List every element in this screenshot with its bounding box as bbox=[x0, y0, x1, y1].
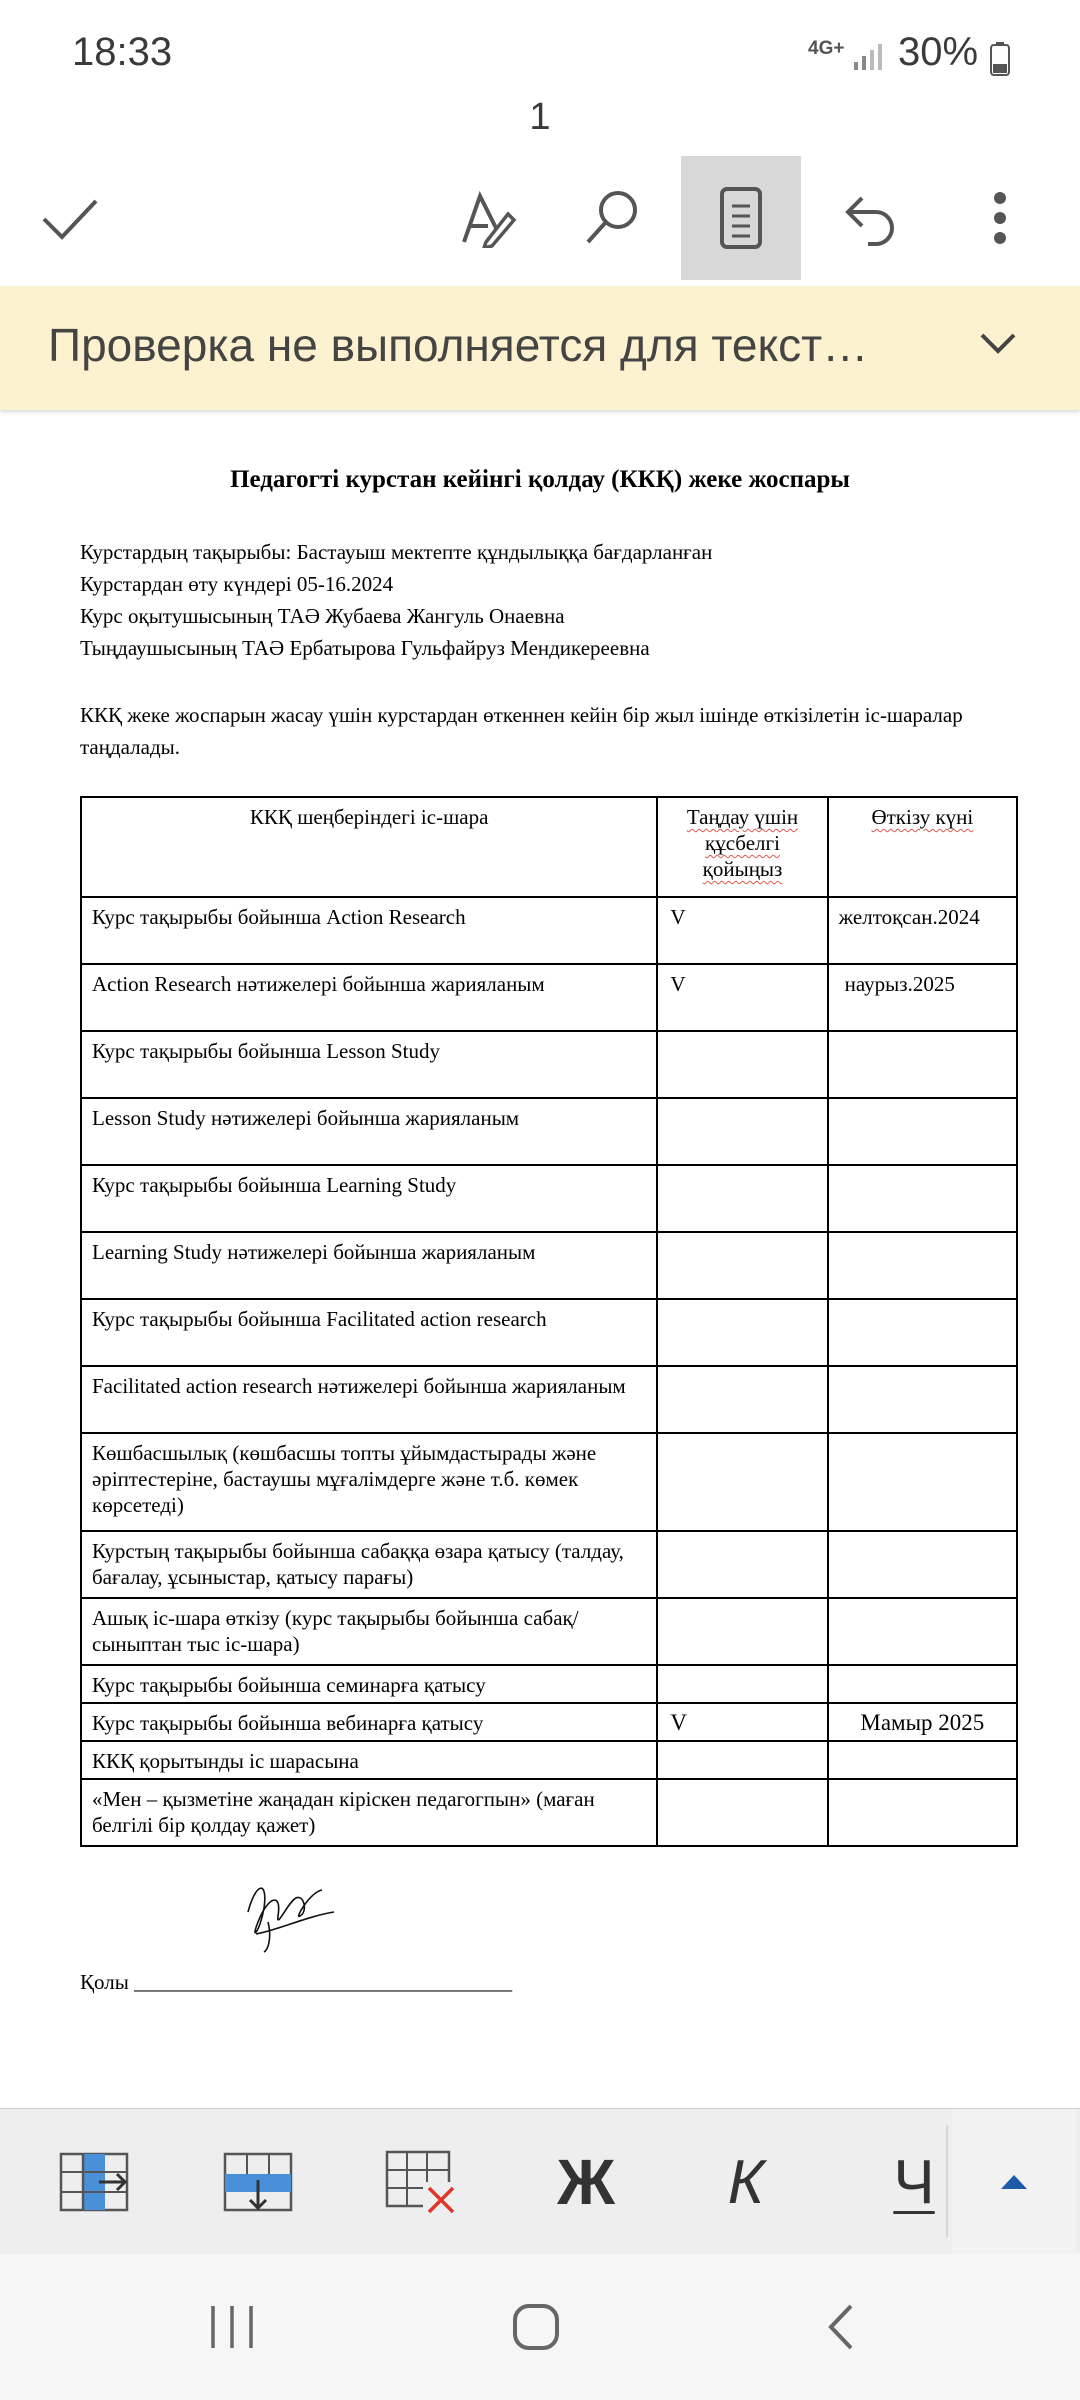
table-row bbox=[81, 1531, 1017, 1598]
info-line-topic: Курстардың тақырыбы: Бастауыш мектепте құндылыққа бағдарланған bbox=[80, 540, 713, 564]
date-cell bbox=[828, 1299, 1017, 1366]
top-toolbar bbox=[0, 156, 1080, 280]
system-nav-bar bbox=[0, 2254, 1080, 2400]
underline-button[interactable]: Ч bbox=[893, 2147, 935, 2217]
date-cell bbox=[828, 1031, 1017, 1098]
date-cell bbox=[828, 1232, 1017, 1299]
insert-row-button[interactable] bbox=[198, 2109, 318, 2255]
signature-line: Қолы ____________________________________ bbox=[80, 1970, 513, 1994]
date-cell: Мамыр 2025 bbox=[828, 1703, 1017, 1741]
handwritten-signature bbox=[238, 1872, 338, 1956]
table-row bbox=[81, 1366, 1017, 1433]
select-cell bbox=[657, 1165, 827, 1232]
table-row bbox=[81, 1779, 1017, 1846]
date-cell: желтоқсан.2024 bbox=[828, 897, 1017, 964]
table-row bbox=[81, 1299, 1017, 1366]
activity-cell: Курс тақырыбы бойынша семинарға қатысу bbox=[81, 1665, 657, 1703]
date-cell bbox=[828, 1098, 1017, 1165]
table-row bbox=[81, 1665, 1017, 1703]
date-cell: наурыз.2025 bbox=[828, 964, 1017, 1031]
banner-text: Проверка не выполняется для текст… bbox=[48, 319, 869, 371]
activity-cell: Курс тақырыбы бойынша вебинарға қатысу bbox=[81, 1703, 657, 1741]
select-cell bbox=[657, 1299, 827, 1366]
activity-cell: Курстың тақырыбы бойынша сабаққа өзара қатысу (талдау, бағалау, ұсыныстар, қатысу парағы) bbox=[81, 1531, 657, 1598]
table-row bbox=[81, 1098, 1017, 1165]
activity-cell: Курс тақырыбы бойынша Action Research bbox=[81, 897, 657, 964]
select-cell: V bbox=[657, 964, 827, 1031]
date-cell bbox=[828, 1665, 1017, 1703]
date-cell bbox=[828, 1779, 1017, 1846]
format-toolbar bbox=[0, 2108, 1080, 2255]
insert-row-icon bbox=[223, 2152, 293, 2212]
table-row bbox=[81, 1165, 1017, 1232]
intro-paragraph: ККҚ жеке жоспарын жасау үшін курстардан өткеннен кейін бір жыл ішінде өткізілетін іс-шаралар таңдалады. bbox=[80, 703, 963, 759]
select-cell bbox=[657, 1741, 827, 1779]
table-row bbox=[81, 1232, 1017, 1299]
select-cell: V bbox=[657, 1703, 827, 1741]
triangle-up-icon bbox=[999, 2173, 1029, 2191]
table-header-row bbox=[81, 797, 1017, 897]
date-cell bbox=[828, 1741, 1017, 1779]
select-cell bbox=[657, 1366, 827, 1433]
search-icon bbox=[582, 188, 642, 248]
delete-table-icon bbox=[385, 2150, 459, 2214]
activity-cell: Ашық іс-шара өткізу (курс тақырыбы бойынша сабақ/ сыныптан тыс іс-шара) bbox=[81, 1598, 657, 1665]
network-type-label: 4G+ bbox=[808, 38, 845, 59]
table-row bbox=[81, 1031, 1017, 1098]
battery-percent: 30% bbox=[898, 30, 979, 74]
date-cell bbox=[828, 1598, 1017, 1665]
table-row bbox=[81, 1703, 1017, 1741]
date-cell bbox=[828, 1433, 1017, 1531]
more-vertical-icon bbox=[992, 190, 1008, 246]
date-cell bbox=[828, 1165, 1017, 1232]
header-date: Өткізу күні bbox=[828, 797, 1017, 897]
activity-cell: Action Research нәтижелері бойынша жарияланым bbox=[81, 964, 657, 1031]
reading-view-button[interactable] bbox=[681, 156, 801, 280]
table-row bbox=[81, 964, 1017, 1031]
home-button[interactable] bbox=[466, 2254, 606, 2400]
select-cell bbox=[657, 1031, 827, 1098]
select-cell bbox=[657, 1098, 827, 1165]
select-cell bbox=[657, 1433, 827, 1531]
back-icon bbox=[825, 2302, 855, 2352]
activity-cell: Lesson Study нәтижелері бойынша жарияланым bbox=[81, 1098, 657, 1165]
table-row bbox=[81, 1741, 1017, 1779]
header-activity: ККҚ шеңберіндегі іс-шара bbox=[81, 797, 657, 897]
activity-cell: ККҚ қорытынды іс шарасына bbox=[81, 1741, 657, 1779]
checkmark-icon bbox=[40, 193, 100, 243]
expand-toolbar-button[interactable] bbox=[952, 2109, 1076, 2255]
activity-cell: «Мен – қызметіне жаңадан кіріскен педагогпын» (маған белгілі бір қолдау қажет) bbox=[81, 1779, 657, 1846]
status-time: 18:33 bbox=[72, 30, 173, 74]
document-page[interactable] bbox=[0, 412, 1080, 2102]
select-cell bbox=[657, 1598, 827, 1665]
select-cell bbox=[657, 1531, 827, 1598]
recent-apps-icon bbox=[207, 2304, 257, 2350]
activity-cell: Курс тақырыбы бойынша Facilitated action research bbox=[81, 1299, 657, 1366]
select-cell: V bbox=[657, 897, 827, 964]
recent-apps-button[interactable] bbox=[162, 2254, 302, 2400]
select-cell bbox=[657, 1232, 827, 1299]
signal-icon bbox=[852, 42, 882, 72]
insert-column-button[interactable] bbox=[34, 2109, 154, 2255]
info-line-instructor: Курс оқытушысының ТАӘ Жубаева Жангуль Онаевна bbox=[80, 604, 565, 628]
activity-cell: Көшбасшылық (көшбасшы топты ұйымдастырады және әріптестеріне, бастаушы мұғалімдерге және т.б. көмек көрсетеді) bbox=[81, 1433, 657, 1531]
page-number: 1 bbox=[529, 96, 551, 138]
home-icon bbox=[511, 2302, 561, 2352]
activity-cell: Learning Study нәтижелері бойынша жарияланым bbox=[81, 1232, 657, 1299]
delete-table-button[interactable] bbox=[362, 2109, 482, 2255]
battery-icon bbox=[990, 42, 1010, 76]
activity-cell: Facilitated action research нәтижелері бойынша жарияланым bbox=[81, 1366, 657, 1433]
more-options-button[interactable] bbox=[940, 156, 1060, 280]
plan-table bbox=[80, 796, 1018, 1847]
italic-button[interactable]: К bbox=[727, 2147, 765, 2217]
date-cell bbox=[828, 1366, 1017, 1433]
header-select: Таңдау үшін құсбелгі қойыңыз bbox=[657, 797, 827, 897]
document-title: Педагогті курстан кейінгі қолдау (ККҚ) жеке жоспары bbox=[230, 466, 850, 493]
undo-button[interactable] bbox=[810, 156, 930, 280]
document-view-icon bbox=[719, 186, 763, 250]
draw-button[interactable] bbox=[428, 156, 548, 280]
back-button[interactable] bbox=[770, 2254, 910, 2400]
search-button[interactable] bbox=[552, 156, 672, 280]
activity-cell: Курс тақырыбы бойынша Lesson Study bbox=[81, 1031, 657, 1098]
toolbar-divider bbox=[946, 2125, 948, 2237]
table-row bbox=[81, 1433, 1017, 1531]
status-bar bbox=[0, 0, 1080, 110]
date-cell bbox=[828, 1531, 1017, 1598]
pen-text-icon bbox=[458, 188, 518, 248]
proofing-banner[interactable] bbox=[0, 286, 1080, 410]
chevron-down-icon[interactable] bbox=[978, 330, 1018, 356]
done-button[interactable] bbox=[10, 156, 130, 280]
info-line-dates: Курстардан өту күндері 05-16.2024 bbox=[80, 572, 394, 596]
select-cell bbox=[657, 1665, 827, 1703]
activity-cell: Курс тақырыбы бойынша Learning Study bbox=[81, 1165, 657, 1232]
bold-button[interactable]: Ж bbox=[557, 2146, 615, 2218]
select-cell bbox=[657, 1779, 827, 1846]
undo-icon bbox=[840, 188, 900, 248]
info-line-listener: Тыңдаушысының ТАӘ Ербатырова Гульфайруз Мендикереевна bbox=[80, 636, 650, 660]
insert-column-icon bbox=[59, 2152, 129, 2212]
table-row bbox=[81, 1598, 1017, 1665]
table-row bbox=[81, 897, 1017, 964]
